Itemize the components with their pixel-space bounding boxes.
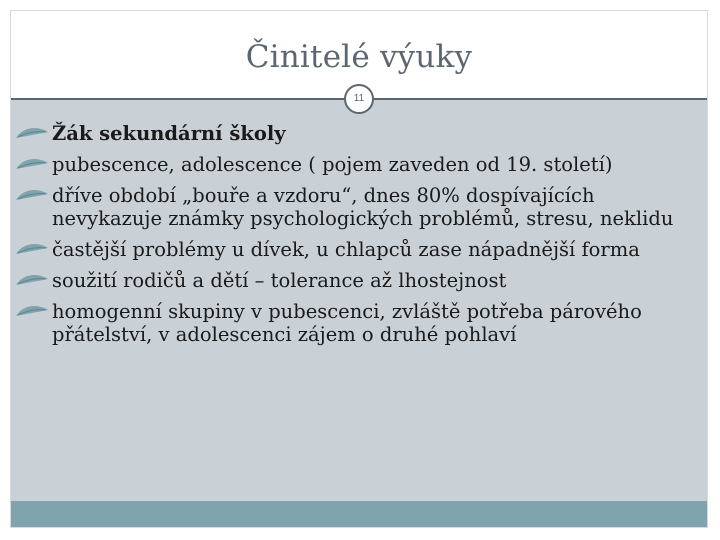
leaf-bullet-icon	[14, 271, 52, 291]
bullet-text: častější problémy u dívek, u chlapců zase nápadnější forma	[52, 238, 640, 261]
bullet-text: dříve období „bouře a vzdoru“, dnes 80% dospívajících nevykazuje známky psychologických problémů, stresu, neklidu	[52, 184, 674, 230]
bullet-text: pubescence, adolescence ( pojem zaveden od 19. století)	[52, 153, 613, 176]
bullet-item	[14, 122, 702, 145]
bullet-text: homogenní skupiny v pubescenci, zvláště potřeba párového přátelství, v adolescenci zájem o druhé pohlaví	[52, 300, 642, 346]
bullet-text: Žák sekundární školy	[52, 122, 286, 145]
leaf-bullet-icon	[14, 186, 52, 206]
bullet-item	[14, 238, 702, 261]
bullet-item	[14, 184, 702, 230]
bullet-item	[14, 300, 702, 346]
slide-number-badge: 11	[344, 84, 374, 114]
bullet-item	[14, 153, 702, 176]
leaf-bullet-icon	[14, 155, 52, 175]
leaf-bullet-icon	[14, 124, 52, 144]
footer-bar	[11, 501, 707, 527]
bullet-list	[14, 122, 702, 354]
slide-title: Činitelé výuky	[245, 39, 473, 75]
bullet-text: soužití rodičů a dětí – tolerance až lhostejnost	[52, 269, 507, 292]
bullet-item	[14, 269, 702, 292]
leaf-bullet-icon	[14, 240, 52, 260]
leaf-bullet-icon	[14, 302, 52, 322]
